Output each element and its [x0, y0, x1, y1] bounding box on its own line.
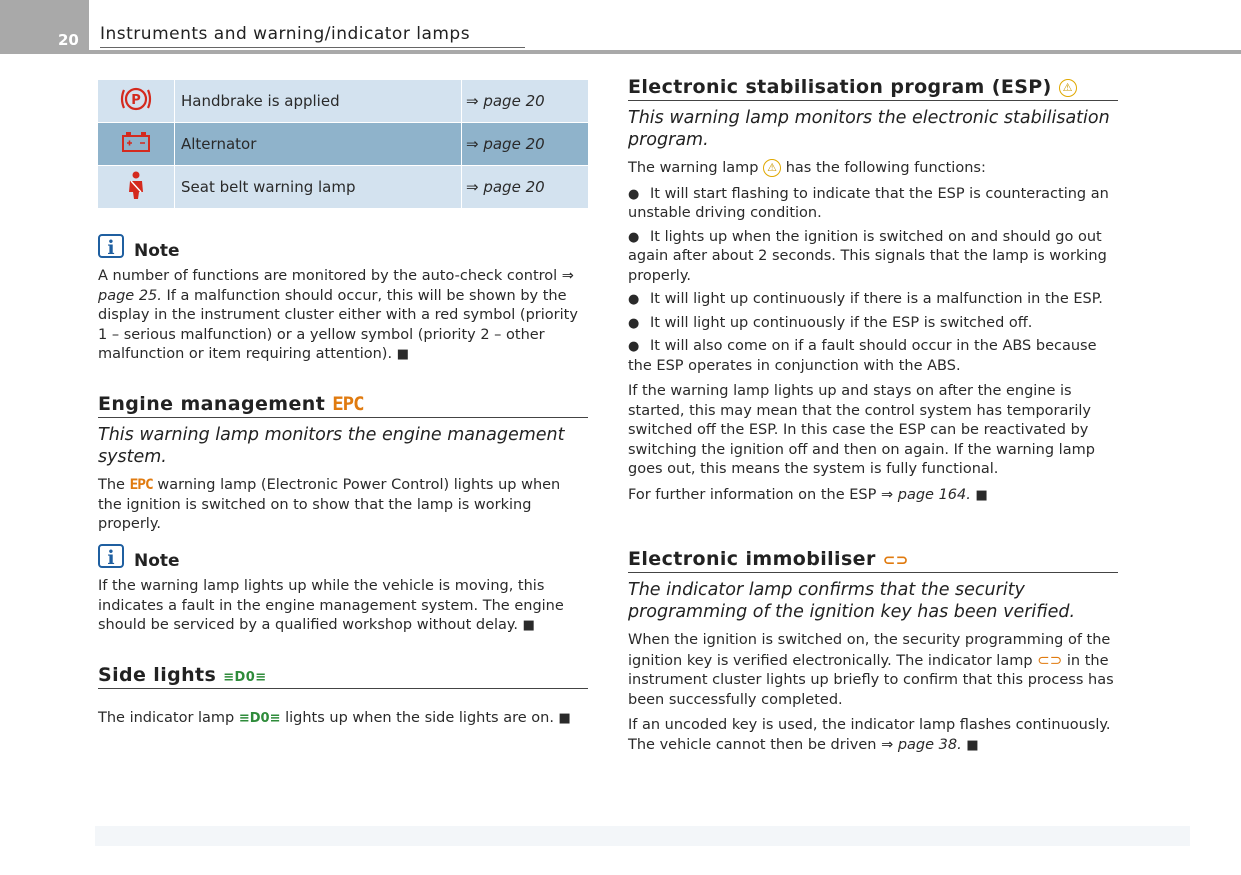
note-heading	[98, 231, 588, 261]
note-text-a: A number of functions are monitored by the auto-check control	[98, 268, 562, 284]
page-reference-link[interactable]: ⇒ page 20	[462, 80, 589, 123]
bullet-icon: ●	[628, 229, 640, 245]
bullet-icon: ●	[628, 339, 640, 354]
page-reference-link[interactable]: ⇒ page 20	[462, 123, 589, 166]
note-text-body: If the warning lamp lights up while the vehicle is moving, this indicates a fault in the engine management system. The engine should be serviced by a qualified workshop without delay.	[98, 578, 564, 633]
end-mark: ■	[966, 737, 979, 753]
list-item-text: It will light up continuously if the ESP is switched off.	[650, 314, 1033, 331]
section-title	[628, 76, 1118, 101]
section-text	[628, 631, 1118, 710]
engine-management-section	[98, 393, 588, 535]
note-heading	[98, 541, 588, 571]
section-text	[628, 486, 1118, 506]
section-intro	[628, 159, 1118, 179]
page-reference-link[interactable]: ⇒ page 164.	[880, 486, 971, 503]
list-item	[628, 228, 1118, 287]
section-title	[98, 393, 588, 418]
section-title	[98, 664, 588, 689]
list-item-text: It will also come on if a fault should occur in the ABS because the ESP operates in conjunction with the ABS.	[628, 338, 1097, 374]
section-text-a: For further information on the ESP	[628, 486, 881, 503]
immobiliser-section	[628, 548, 1118, 755]
note-title: Note	[134, 551, 180, 571]
page-header-title: Instruments and warning/indicator lamps	[100, 24, 471, 44]
section-intro-b: has the following functions:	[781, 160, 986, 176]
seatbelt-icon	[98, 166, 175, 209]
section-text-b: lights up when the side lights are on.	[280, 710, 559, 726]
list-item-text: It will light up continuously if there is a malfunction in the ESP.	[650, 291, 1103, 307]
bullet-icon: ●	[628, 292, 640, 307]
list-item-text: It lights up when the ignition is switched on and should go out again after about 2 seconds. This signals that the lamp is working properly.	[628, 228, 1107, 284]
list-item-text: It will start flashing to indicate that the ESP is counteracting an unstable driving condition.	[628, 185, 1109, 221]
note-title: Note	[134, 241, 180, 261]
section-title-text: Electronic immobiliser	[628, 548, 876, 570]
table-row	[98, 123, 588, 166]
svg-text:P: P	[131, 93, 141, 108]
immobiliser-icon: ⊂⊃	[882, 551, 909, 569]
end-mark: ■	[558, 711, 571, 726]
page-reference-link[interactable]: ⇒ page 38.	[881, 736, 962, 753]
side-lights-section	[98, 664, 588, 729]
header-rule	[89, 50, 1241, 54]
bullet-icon: ●	[628, 186, 640, 202]
section-title-text: Engine management	[98, 393, 326, 415]
list-item	[628, 337, 1118, 376]
section-intro-a: The warning lamp	[628, 160, 764, 176]
end-mark: ■	[975, 487, 988, 503]
section-title	[628, 548, 1118, 573]
section-text	[98, 476, 588, 535]
immobiliser-icon: ⊂⊃	[1037, 650, 1063, 669]
section-text-a: When the ignition is switched on, the security programming of the ignition key is verified electronically. The indicator lamp	[628, 632, 1111, 669]
list-item	[628, 290, 1118, 310]
list-item	[628, 314, 1118, 334]
section-text-a: If an uncoded key is used, the indicator lamp flashes continuously. The vehicle cannot then be driven	[628, 717, 1111, 753]
end-mark: ■	[396, 347, 409, 362]
note-text	[98, 577, 588, 636]
page-reference-link[interactable]: ⇒ page 25.	[98, 268, 574, 304]
section-title-text: Electronic stabilisation program (ESP)	[628, 76, 1052, 98]
parking-brake-icon	[98, 80, 175, 123]
table-cell-label: Handbrake is applied	[175, 80, 462, 123]
esp-warning-icon: ⚠	[1059, 79, 1077, 97]
esp-warning-icon: ⚠	[763, 159, 781, 177]
side-lights-icon: ≡D0≡	[223, 670, 267, 685]
info-icon: i	[98, 234, 124, 258]
warning-lamp-table	[98, 80, 588, 209]
section-text-b: in the instrument cluster lights up briefly to confirm that this process has been successfully completed.	[628, 652, 1114, 708]
note-box	[98, 231, 588, 365]
esp-section	[628, 76, 1118, 505]
section-text-a: The	[98, 477, 130, 493]
section-text	[98, 709, 588, 729]
scan-artifact-band	[95, 826, 1190, 846]
page-number: 20	[58, 31, 79, 49]
function-list	[628, 185, 1118, 377]
page-reference-link[interactable]: ⇒ page 20	[462, 166, 589, 209]
table-cell-label: Alternator	[175, 123, 462, 166]
section-lead: The indicator lamp confirms that the security programming of the ignition key has been verified.	[628, 580, 1076, 622]
section-text-b: warning lamp (Electronic Power Control) lights up when the ignition is switched on to show that the lamp is working properly.	[98, 477, 561, 532]
section-text: If the warning lamp lights up and stays on after the engine is started, this may mean that the control system has temporarily switched off the ESP. In this case the ESP can be reactivated by switching the ignition off and then on again. If the warning lamp goes out, this means the system is fully functional.	[628, 383, 1095, 477]
side-lights-icon: ≡D0≡	[238, 711, 281, 726]
table-row	[98, 166, 588, 209]
bullet-icon: ●	[628, 315, 640, 331]
note-box	[98, 541, 588, 636]
info-icon: i	[98, 544, 124, 568]
epc-icon: EPC	[129, 477, 153, 493]
table-cell-label: Seat belt warning lamp	[175, 166, 462, 209]
section-lead: This warning lamp monitors the engine management system.	[98, 425, 565, 467]
note-text-b: If a malfunction should occur, this will be shown by the display in the instrument cluster either with a red symbol (priority 1 – serious malfunction) or a yellow symbol (priority 2 – other malfunction or item requiring attention).	[98, 287, 578, 362]
section-text-a: The indicator lamp	[98, 710, 239, 726]
header-underline	[100, 47, 525, 48]
end-mark: ■	[522, 618, 535, 633]
epc-icon: EPC	[332, 393, 364, 415]
section-lead: This warning lamp monitors the electronic stabilisation program.	[628, 108, 1110, 150]
battery-icon	[98, 123, 175, 166]
table-row	[98, 80, 588, 123]
list-item	[628, 185, 1118, 224]
note-text	[98, 267, 588, 365]
section-text	[628, 716, 1118, 755]
section-title-text: Side lights	[98, 664, 217, 686]
